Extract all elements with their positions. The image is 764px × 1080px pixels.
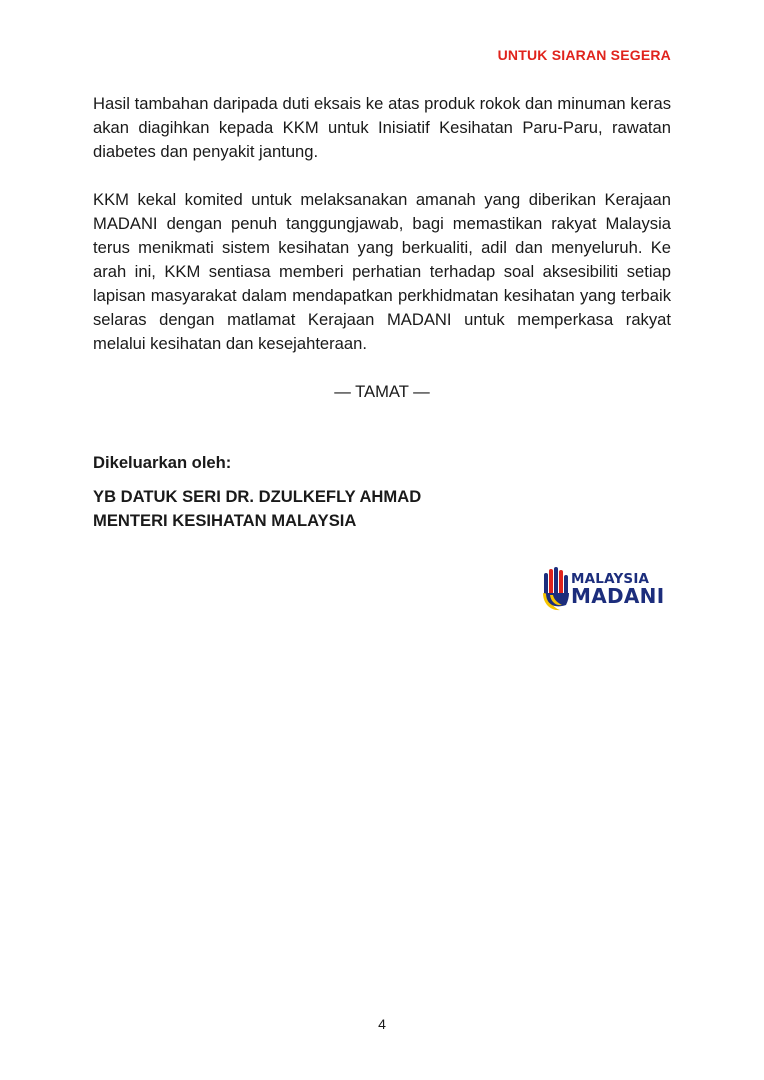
malaysia-madani-logo	[540, 565, 665, 613]
logo-text-madani: MADANI	[571, 584, 665, 608]
issuer-label: Dikeluarkan oleh:	[93, 453, 232, 472]
page-number: 4	[378, 1016, 386, 1032]
issuer-title-line-2: MENTERI KESIHATAN MALAYSIA	[93, 511, 357, 530]
paragraph-commitment: KKM kekal komited untuk melaksanakan amanah yang diberikan Kerajaan MADANI dengan penuh tanggungjawab, bagi memastikan rakyat Malaysia terus menikmati sistem kesihatan yang berkualiti, adil dan menyeluruh. Ke arah ini, KKM sentiasa memberi perhatian terhadap soal aksesibiliti setiap lapisan masyarakat dalam mendapatkan perkhidmatan kesihatan yang terbaik selaras dengan matlamat Kerajaan MADANI untuk memperkasa rakyat melalui kesihatan dan kesejahteraan.	[93, 190, 671, 353]
document-body	[93, 92, 671, 533]
issuer-name	[93, 485, 671, 533]
paragraph-revenue: Hasil tambahan daripada duti eksais ke atas produk rokok dan minuman keras akan diagihkan kepada KKM untuk Inisiatif Kesihatan Paru-Paru, rawatan diabetes dan penyakit jantung.	[93, 94, 671, 161]
release-label: UNTUK SIARAN SEGERA	[497, 47, 671, 63]
logo-text-malaysia: MALAYSIA	[571, 571, 650, 587]
malaysia-madani-hand-emblem-icon	[540, 565, 572, 613]
end-marker: — TAMAT —	[334, 382, 430, 401]
issuer-name-line-1: YB DATUK SERI DR. DZULKEFLY AHMAD	[93, 487, 422, 506]
